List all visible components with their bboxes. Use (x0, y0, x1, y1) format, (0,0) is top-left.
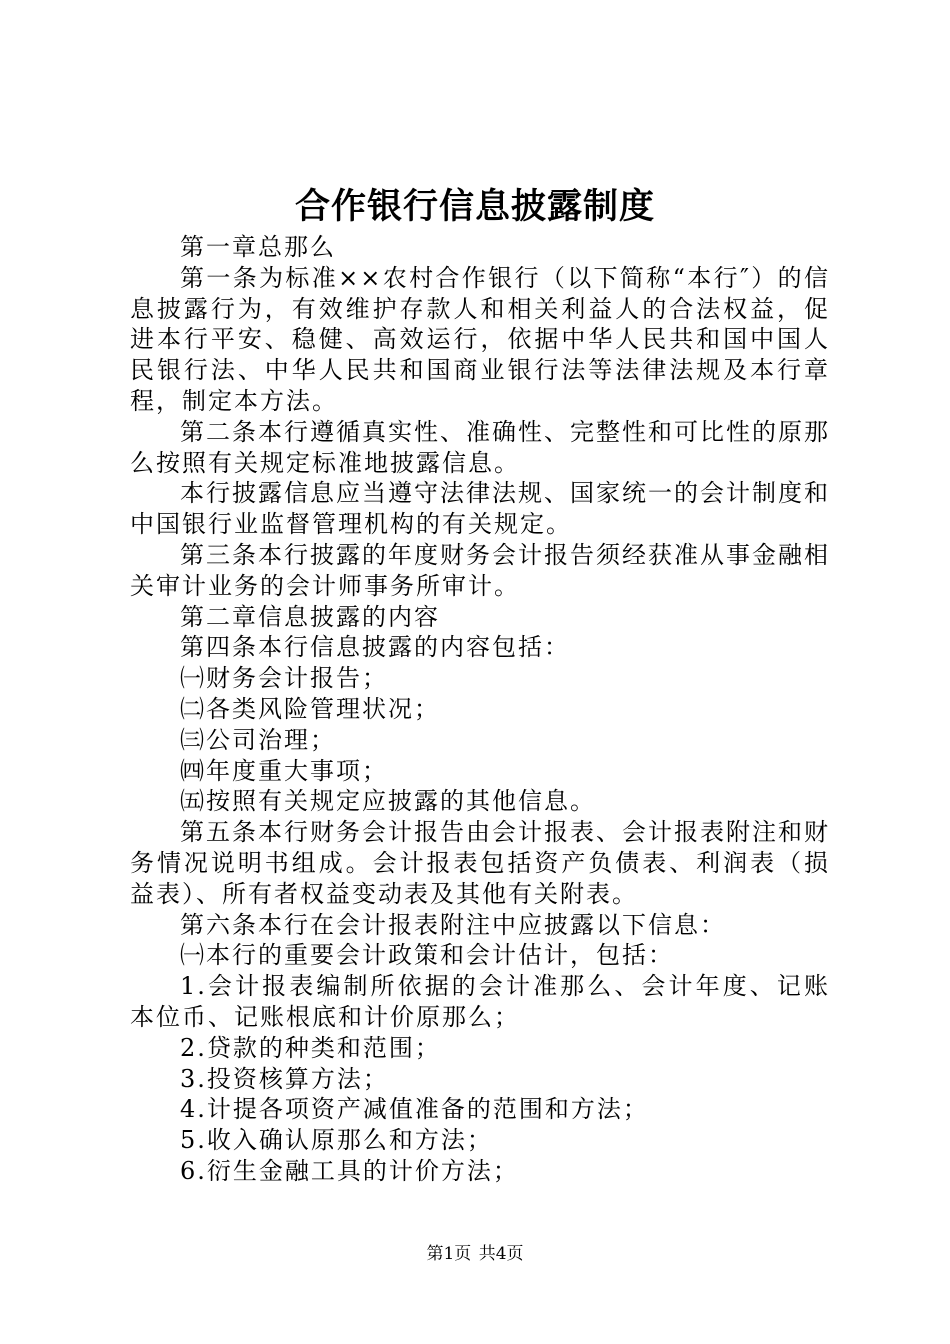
paragraph: 本行披露信息应当遵守法律法规、国家统一的会计制度和中国银行业监督管理机构的有关规定。 (130, 479, 830, 539)
list-item: 1.会计报表编制所依据的会计准那么、会计年度、记账本位币、记账根底和计价原那么； (130, 972, 830, 1031)
document-title: 合作银行信息披露制度 (294, 186, 655, 227)
page-total: 共4页 (478, 1244, 524, 1264)
paragraph: 第二条本行遵循真实性、准确性、完整性和可比性的原那么按照有关规定标准地披露信息。 (130, 417, 830, 477)
chapter-heading: 第二章信息披露的内容 (180, 602, 440, 631)
document-body (130, 232, 830, 1187)
paragraph: 第六条本行在会计报表附注中应披露以下信息： (180, 910, 726, 939)
paragraph: 第三条本行披露的年度财务会计报告须经获准从事金融相关审计业务的会计师事务所审计。 (130, 540, 830, 600)
list-item: ㈡各类风险管理状况； (180, 694, 440, 723)
list-item: 5.收入确认原那么和方法； (180, 1126, 493, 1155)
list-item: 6.衍生金融工具的计价方法； (180, 1156, 519, 1185)
page-footer (0, 1242, 950, 1266)
list-item: ㈣年度重大事项； (180, 756, 388, 785)
list-item: ㈢公司治理； (180, 725, 336, 754)
list-item: 4.计提各项资产减值准备的范围和方法； (180, 1095, 649, 1124)
paragraph: 第五条本行财务会计报告由会计报表、会计报表附注和财务情况说明书组成。会计报表包括资产负债表、利润表（损益表）、所有者权益变动表及其他有关附表。 (130, 818, 830, 908)
list-item: ㈠本行的重要会计政策和会计估计，包括： (180, 941, 674, 970)
list-item: 3.投资核算方法； (180, 1064, 389, 1093)
list-item: ㈤按照有关规定应披露的其他信息。 (180, 787, 596, 816)
chapter-heading: 第一章总那么 (180, 233, 336, 261)
page-number: 第1页 (426, 1244, 472, 1264)
paragraph: 第四条本行信息披露的内容包括： (180, 633, 570, 662)
paragraph: 第一条为标准××农村合作银行（以下简称“本行″）的信息披露行为，有效维护存款人和相关利益人的合法权益，促进本行平安、稳健、高效运行，依据中华人民共和国中国人民银行法、中华人民共和国商业银行法等法律法规及本行章程，制定本方法。 (130, 263, 830, 415)
list-item: ㈠财务会计报告； (180, 664, 388, 693)
list-item: 2.贷款的种类和范围； (180, 1033, 441, 1062)
